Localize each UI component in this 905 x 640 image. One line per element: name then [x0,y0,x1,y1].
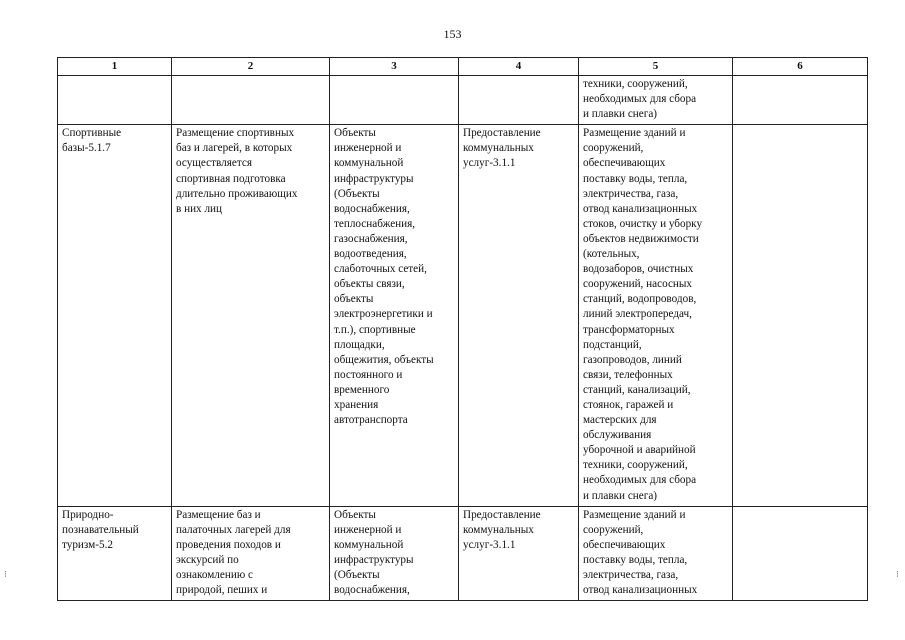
cell-auxiliary-description: Размещение зданий и сооружений, обеспечивающих поставку воды, тепла, электричества, газа, отвод канализационных стоков, очистку и уборку объектов недвижимости (котельных, водозаборов, очистных сооружений, насосных станций, водопроводов, линий электропередач, трансформаторных подстанций, газопроводов, линий связи, телефонных станций, канализаций, стоянок, гаражей и мастерских для обслуживания уборочной и аварийной техники, сооружений, необходимых для сбора и плавки снега) [579,125,733,506]
cell-land-use-type: Природно- познавательный туризм-5.2 [58,506,172,601]
page-number: 153 [443,27,462,41]
cell-auxiliary-use [459,76,579,125]
cell-permitted-objects [330,76,459,125]
cell-land-use-type [58,76,172,125]
cell-permitted-objects: Объекты инженерной и коммунальной инфраструктуры (Объекты водоснабжения, [330,506,459,601]
cell-land-use-type: Спортивные базы-5.1.7 [58,125,172,506]
table-row [58,506,868,601]
cell-description [172,76,330,125]
column-number-row [58,58,868,76]
land-use-table [57,57,868,601]
cell-auxiliary-use: Предоставление коммунальных услуг-3.1.1 [459,125,579,506]
column-number-5: 5 [579,58,733,76]
column-number-2: 2 [172,58,330,76]
cell-description: Размещение баз и палаточных лагерей для проведения походов и экскурсий по ознакомлению с природой, пеших и [172,506,330,601]
scan-edge-mark-right: ⁝ [896,569,899,579]
cell-description: Размещение спортивных баз и лагерей, в которых осуществляется спортивная подготовка длительно проживающих в них лиц [172,125,330,506]
column-number-3: 3 [330,58,459,76]
table-row [58,125,868,506]
cell-notes [733,76,868,125]
cell-auxiliary-description: техники, сооружений, необходимых для сбора и плавки снега) [579,76,733,125]
cell-permitted-objects: Объекты инженерной и коммунальной инфраструктуры (Объекты водоснабжения, теплоснабжения, газоснабжения, водоотведения, слаботочных сетей, объекты связи, объекты электроэнергетики и т.п.), спортивные площадки, общежития, объекты постоянного и временного хранения автотранспорта [330,125,459,506]
cell-notes [733,506,868,601]
column-number-4: 4 [459,58,579,76]
column-number-1: 1 [58,58,172,76]
cell-auxiliary-description: Размещение зданий и сооружений, обеспечивающих поставку воды, тепла, электричества, газа, отвод канализационных [579,506,733,601]
continuation-row [58,76,868,125]
column-number-6: 6 [733,58,868,76]
cell-auxiliary-use: Предоставление коммунальных услуг-3.1.1 [459,506,579,601]
cell-notes [733,125,868,506]
scan-edge-mark-left: ⁝ [4,569,7,579]
